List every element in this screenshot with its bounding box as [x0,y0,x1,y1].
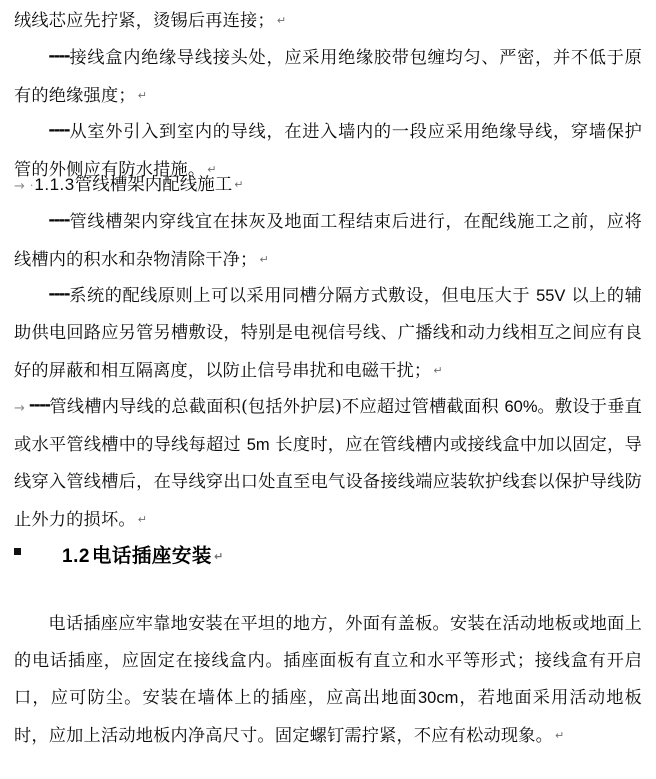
pilcrow-mark: ↵ [213,550,224,563]
paragraph-dash-item-1 [14,39,642,115]
heading-1-2 [62,537,642,575]
heading-title: 管线槽架内配线施工 [74,175,233,195]
dash-lead-in: ---- [48,210,69,229]
heading-title: 电话插座安装 [91,544,212,567]
dash-lead-in: ---- [48,46,69,65]
paragraph-text-a: 管线槽内导线的总截面积(包括外护层)不应超过管槽截面积 [49,397,505,417]
dash-lead-in: ---- [48,120,69,139]
paragraph-dash-item-4 [14,277,642,390]
pilcrow-mark: ↵ [137,89,147,102]
paragraph-text: 从室外引入到室内的导线，在进入墙内的一段应采用绝缘导线，穿墙保护管的外侧应有防水措施。 [14,122,642,180]
paragraph-text-b: 以上的辅助供电回路应另管另槽敷设，特别是电视信号线、广播线和动力线相互之间应有良好的屏蔽和相互隔离度，以防止信号串扰和电磁干扰； [14,286,642,381]
paragraph-text: 管线槽架内穿线宜在抹灰及地面工程结束后进行，在配线施工之前，应将线槽内的积水和杂物清除干净； [14,212,642,270]
paragraph-text-b: 。敷设于垂直或水平管线槽中的导线每超过 [14,397,642,455]
paragraph-dash-item-5 [14,388,642,539]
tab-arrow-icon: → [14,179,25,194]
value-height: 30cm [418,689,459,707]
pilcrow-mark: ↵ [276,14,287,27]
paragraph-text: 接线盒内绝缘导线接头处，应采用绝缘胶带包缠均匀、严密，并不低于原有的绝缘强度； [14,48,642,106]
paragraph-dash-item-3 [14,203,642,279]
tab-arrow-icon: → [14,401,25,416]
paragraph-body-1 [14,606,642,755]
value-voltage: 55V [536,287,566,305]
dash-lead-in: ---- [28,395,50,414]
paragraph-text-b: ，若地面采用活动地板时，应加上活动地板内净高尺寸。固定螺钉需拧紧，不应有松动现象。 [14,688,642,746]
value-fill-ratio: 60% [504,398,538,416]
heading-number: 1.2 [62,546,90,567]
paragraph-text: 绒线芯应先拧紧，烫锡后再连接； [14,11,275,31]
value-length: 5m [246,436,270,454]
paragraph-text-c: 长度时，应在管线槽内或接线盒中加以固定，导线穿入管线槽后，在导线穿出口处直至电气设备接线端应装软护线套以保护导线防止外力的损坏。 [14,435,642,530]
pilcrow-mark: ↵ [234,178,244,191]
paragraph-text-a: 系统的配线原则上可以采用同槽分隔方式敷设，但电压大于 [68,286,537,306]
pilcrow-mark: ↵ [137,513,147,526]
heading-number: 1.1.3 [34,175,75,194]
space-dot-mark: · [29,179,34,192]
outline-level-marker [14,548,21,555]
heading-1-1-3 [14,166,642,205]
dash-lead-in: ---- [48,284,69,303]
pilcrow-mark: ↵ [433,364,443,377]
paragraph-continuation [14,2,642,40]
pilcrow-mark: ↵ [259,253,269,266]
paragraph-text-a: 电话插座应牢靠地安装在平坦的地方，外面有盖板。安装在活动地板或地面上的电话插座，应固定在接线盒内。插座面板有直立和水平等形式；接线盒有开启口，应可防尘。安装在墙体上的插座，应高出地面 [14,614,642,708]
pilcrow-mark: ↵ [555,729,565,742]
pilcrow-mark: ↵ [207,163,217,176]
